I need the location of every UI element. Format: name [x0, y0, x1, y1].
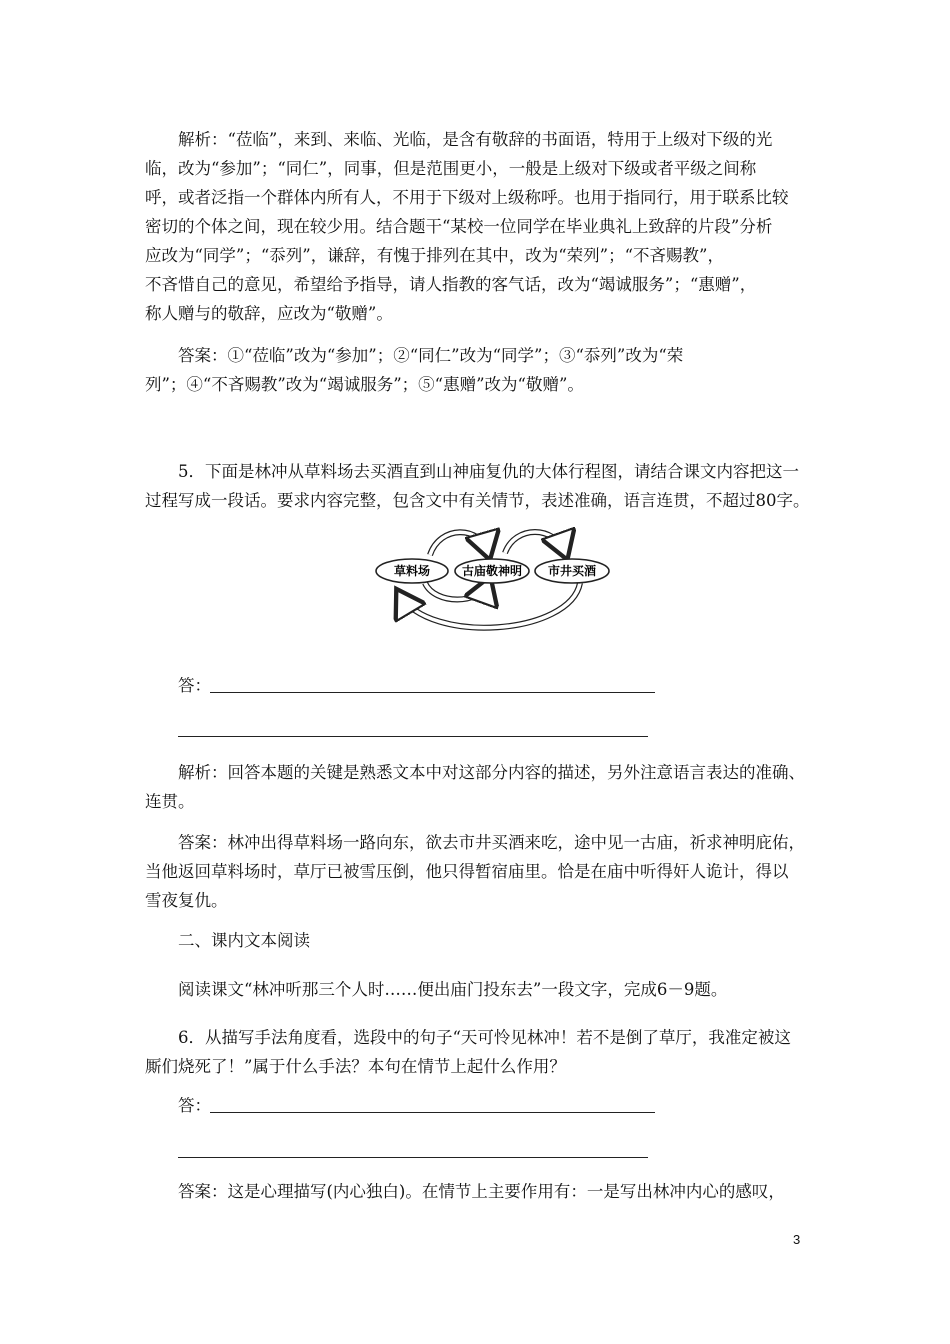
answer-blank-line[interactable]	[210, 1112, 655, 1113]
text-line: 解析：回答本题的关键是熟悉文本中对这部分内容的描述，另外注意语言表达的准确、	[178, 763, 805, 782]
section-heading-text: 二、课内文本阅读	[178, 931, 310, 950]
answer-label-q5	[178, 674, 211, 698]
text-line: 解析：“莅临”，来到、来临、光临，是含有敬辞的书面语，特用于上级对下级的光	[178, 130, 773, 149]
answer-label: 答：	[178, 676, 211, 695]
question-6	[145, 1023, 815, 1081]
text-line: 厮们烧死了！”属于什么手法？本句在情节上起什么作用？	[145, 1057, 566, 1076]
answer-label-q6	[178, 1094, 211, 1118]
node-label-market: 市井买酒	[547, 564, 597, 578]
text-line: 5．下面是林冲从草料场去买酒直到山神庙复仇的大体行程图，请结合课文内容把这一	[178, 462, 799, 481]
text-line: 连贯。	[145, 792, 195, 811]
section-instruction-text: 阅读课文“林冲听那三个人时……便出庙门投东去”一段文字，完成6－9题。	[178, 980, 728, 999]
answer-q5	[145, 828, 815, 915]
text-line: 应改为“同学”；“忝列”，谦辞，有愧于排列在其中，改为“荣列”；“不吝赐教”，	[145, 246, 724, 265]
section-heading	[145, 926, 815, 955]
answer-q6	[145, 1177, 815, 1206]
node-label-temple: 古庙敬神明	[461, 564, 523, 578]
answer-label: 答：	[178, 1096, 211, 1115]
text-line: 6．从描写手法角度看，选段中的句子“天可怜见林冲！若不是倒了草厅，我准定被这	[178, 1028, 791, 1047]
node-label-grass-yard: 草料场	[393, 564, 431, 578]
answer-paragraph-1	[145, 341, 815, 399]
text-line: 答案：这是心理描写(内心独白)。在情节上主要作用有：一是写出林冲内心的感叹，	[178, 1182, 785, 1201]
text-line: 列”；④“不吝赐教”改为“竭诚服务”；⑤“惠赠”改为“敬赠”。	[145, 375, 584, 394]
question-5	[145, 457, 815, 515]
text-line: 雪夜复仇。	[145, 891, 228, 910]
text-line: 答案：林冲出得草料场一路向东，欲去市井买酒来吃，途中见一古庙，祈求神明庇佑，	[178, 833, 805, 852]
page-number: 3	[793, 1232, 801, 1247]
answer-blank-line[interactable]	[210, 692, 655, 693]
text-line: 呼，或者泛指一个群体内所有人，不用于下级对上级称呼。也用于指同行，用于联系比较	[145, 188, 789, 207]
itinerary-diagram	[370, 525, 620, 645]
answer-blank-line[interactable]	[178, 736, 648, 737]
analysis-q5	[145, 758, 815, 816]
text-line: 当他返回草料场时，草厅已被雪压倒，他只得暂宿庙里。恰是在庙中听得奸人诡计，得以	[145, 862, 789, 881]
text-line: 不吝惜自己的意见，希望给予指导，请人指教的客气话，改为“竭诚服务”；“惠赠”，	[145, 275, 757, 294]
arrow-to-market	[505, 532, 565, 553]
arrow-back-to-temple	[425, 583, 488, 600]
answer-blank-line[interactable]	[178, 1157, 648, 1158]
text-line: 过程写成一段话。要求内容完整，包含文中有关情节，表述准确，语言连贯，不超过80字。	[145, 491, 810, 510]
analysis-paragraph-1	[145, 125, 815, 328]
text-line: 密切的个体之间，现在较少用。结合题干“某校一位同学在毕业典礼上致辞的片段”分析	[145, 217, 773, 236]
text-line: 答案：①“莅临”改为“参加”；②“同仁”改为“同学”；③“忝列”改为“荣	[178, 346, 684, 365]
arrow-to-temple	[430, 532, 488, 555]
section-instruction	[145, 975, 815, 1004]
text-line: 称人赠与的敬辞，应改为“敬赠”。	[145, 304, 393, 323]
text-line: 临，改为“参加”；“同仁”，同事，但是范围更小，一般是上级对下级或者平级之间称	[145, 159, 757, 178]
